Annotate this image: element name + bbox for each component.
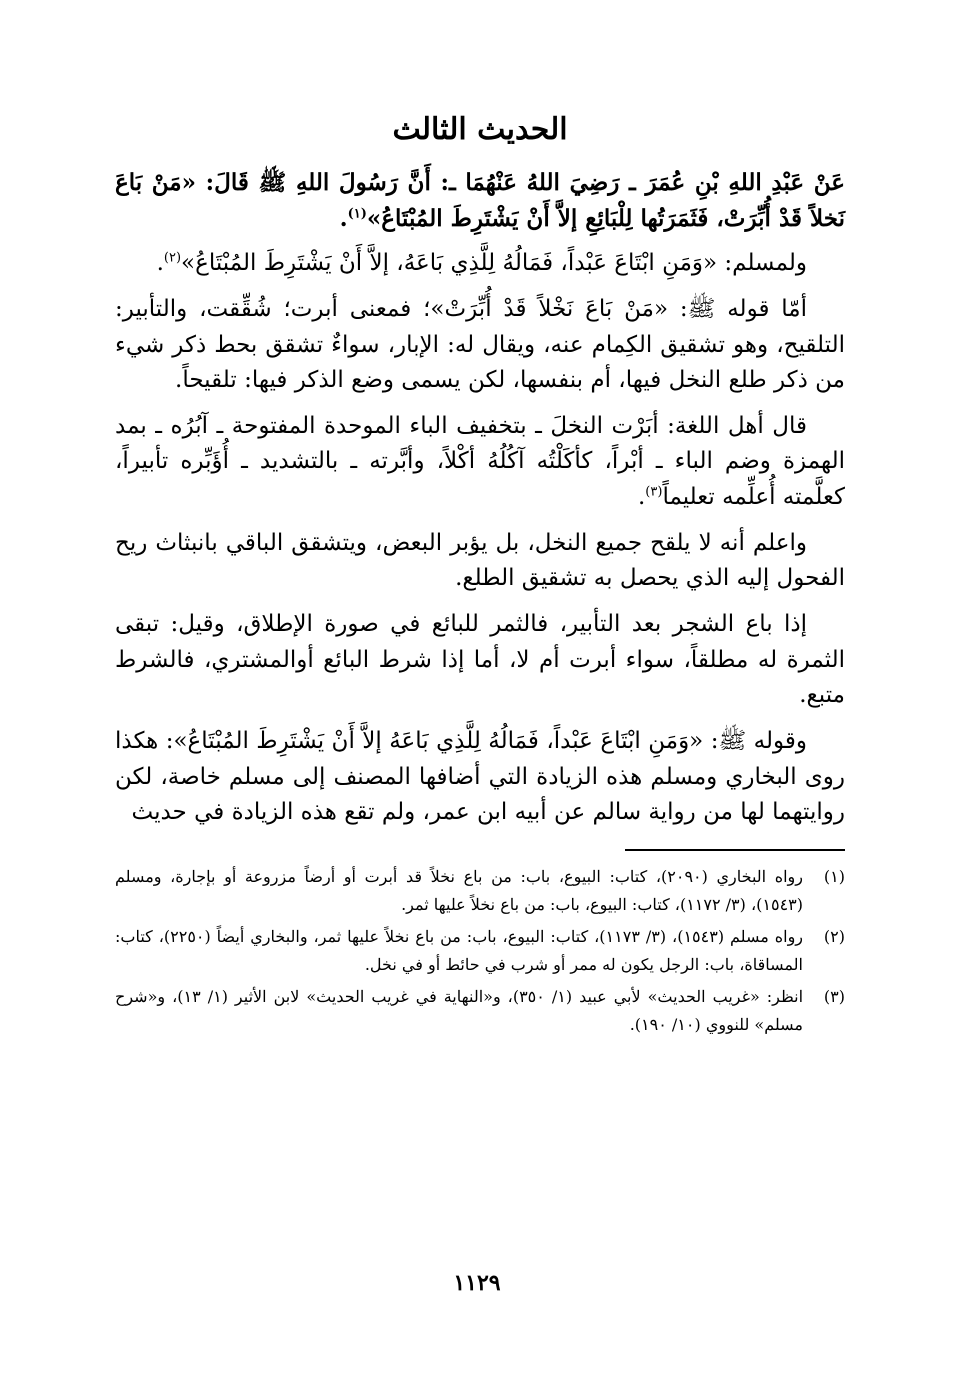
footnote-number: (٣) xyxy=(823,986,845,1006)
footnote-number: (٢) xyxy=(823,926,845,946)
commentary-paragraph xyxy=(115,526,845,597)
paragraph-tail: . xyxy=(637,484,646,511)
paragraph-text: إذا باع الشجر بعد التأبير، فالثمر للبائع في صورة الإطلاق، وقيل: تبقى الثمرة له مطلقاً، سواء أبرت أم لا، أما إذا شرط البائع أوالمشتري، فالشرط متبع. xyxy=(115,611,845,709)
paragraph-text: ولمسلم: «وَمَنِ ابْتَاعَ عَبْداً، فَمَالُهُ لِلَّذِي بَاعَهُ، إلاَّ أَنْ يَشْتَرِطَ المُبْتَاعُ» xyxy=(181,250,807,277)
footnote-text: رواه البخاري (٢٠٩٠)، كتاب: البيوع، باب: من باع نخلاً قد أبرت أو أرضاً مزروعة أو بإجارة، ومسلم (١٥٤٣)، (٣/ ١١٧٢)، كتاب: البيوع، باب: من باع نخلاً عليها ثمر. xyxy=(115,866,803,914)
book-page xyxy=(115,110,845,1310)
paragraph-tail: . xyxy=(339,204,348,232)
page-title: الحديث الثالث xyxy=(392,112,568,147)
footnote-ref: (١) xyxy=(347,205,367,221)
paragraph-text: قال أهل اللغة: أبَرْت النخلَ ـ بتخفيف الباء الموحدة المفتوحة ـ آبُرُه ـ بمد الهمزة وضم الباء ـ أبْراً، كأكَلْتُه آكُلُهُ أكْلاً، وأبَّرته ـ بالتشديد ـ أُؤَبِّره تأبيراً، كعلَّمته أُعلِّمه تعليماً xyxy=(115,412,845,511)
footnote-item xyxy=(115,863,845,919)
footnote-text: رواه مسلم (١٥٤٣)، (٣/ ١١٧٣)، كتاب: البيوع، باب: من باع نخلاً عليها ثمر، والبخاري أيضاً (٢٢٥٠)، كتاب: المساقاة، باب: الرجل يكون له ممر أو شرب في حائط أو في نخل. xyxy=(115,926,804,974)
paragraph-text: أمّا قوله ﷺ: «مَنْ بَاعَ نَخْلاً قَدْ أُبِّرَتْ»؛ فمعنى أبرت؛ شُقِّقت، والتأبير: التلقيح، وهو تشقيق الكِمام عنه، ويقال له: الإبار، سواءٌ تشقق بحط ذكر شيء من ذكر طلع النخل فيها، أم بنفسها، لكن يسمى وضع الذكر فيها: تلقيحاً. xyxy=(115,295,845,394)
paragraph-tail: . xyxy=(156,250,164,277)
paragraph-text: عَنْ عَبْدِ اللهِ بْنِ عُمَرَ ـ رَضِيَ اللهُ عَنْهُمَا ـ: أَنَّ رَسُولَ اللهِ ﷺ قَالَ: «مَنْ بَاعَ نَخلاً قَدْ أُبِّرَتْ، فَثَمَرَتُها لِلْبَائِعِ إلاَّ أَنْ يَشْتَرِطَ المُبْتَاعُ» xyxy=(115,169,845,232)
main-text xyxy=(115,165,845,831)
footnote-item xyxy=(115,923,845,979)
footnote-number: (١) xyxy=(823,866,845,886)
linguistic-paragraph xyxy=(115,409,845,516)
commentary-paragraph xyxy=(115,724,845,831)
footnote-item xyxy=(115,983,845,1039)
hadith-paragraph xyxy=(115,165,845,236)
commentary-paragraph xyxy=(115,292,845,399)
ruling-paragraph xyxy=(115,607,845,714)
page-number: ١١٢٩ xyxy=(453,1270,501,1296)
footnote-divider xyxy=(625,849,845,851)
footnote-text: انظر: «غريب الحديث» لأبي عبيد (١/ ٣٥٠)، و«النهاية في غريب الحديث» لابن الأثير (١/ ١٣)، و«شرح مسلم» للنووي (١٠/ ١٩٠). xyxy=(115,986,804,1034)
footnotes xyxy=(115,863,845,1039)
paragraph-text: واعلم أنه لا يلقح جميع النخل، بل يؤبر البعض، ويتشقق الباقي بانبثاث ريح الفحول إليه الذي يحصل به تشقيق الطلع. xyxy=(115,529,845,592)
paragraph-text: وقوله ﷺ: «وَمَنِ ابْتَاعَ عَبْداً، فَمَالُهُ لِلَّذِي بَاعَهُ إلاَّ أَنْ يَشْتَرِطَ المُبْتَاعُ»: هكذا روى البخاري ومسلم هذه الزيادة التي أضافها المصنف إلى مسلم خاصة، لكن روايتهما لها من رواية سالم عن أبيه ابن عمر، ولم تقع هذه الزيادة في حديث xyxy=(115,727,845,826)
footnote-ref: (٣) xyxy=(645,484,663,500)
footnote-ref: (٢) xyxy=(163,250,182,266)
muslim-narration xyxy=(115,246,845,282)
